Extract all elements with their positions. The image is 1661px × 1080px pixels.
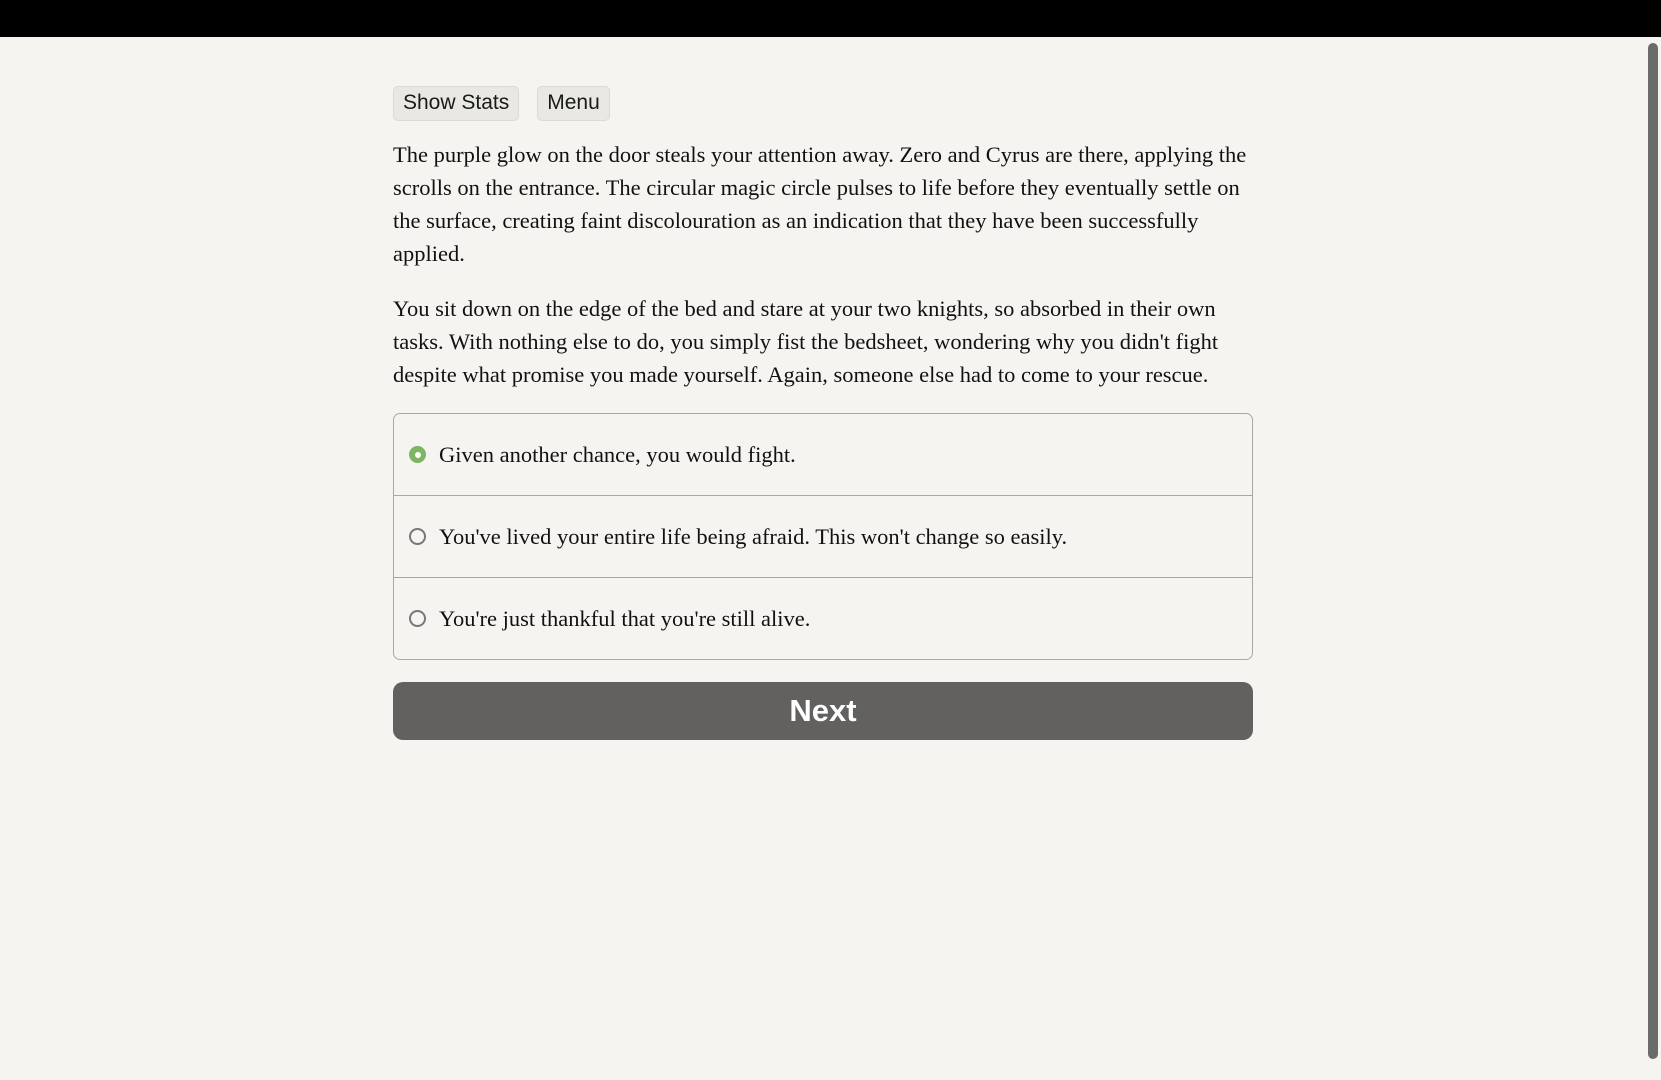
radio-unselected-icon[interactable]	[409, 610, 426, 627]
scrollbar[interactable]	[1645, 37, 1661, 1080]
radio-unselected-icon[interactable]	[409, 528, 426, 545]
choice-list	[393, 413, 1253, 660]
choice-option-1[interactable]	[394, 414, 1252, 495]
choice-option-2[interactable]	[394, 495, 1252, 577]
main-content	[393, 37, 1253, 740]
scrollbar-thumb[interactable]	[1648, 43, 1658, 1059]
next-button[interactable]: Next	[393, 682, 1253, 740]
choice-label: You've lived your entire life being afraid. This won't change so easily.	[439, 523, 1068, 549]
radio-selected-icon[interactable]	[409, 446, 426, 463]
choice-option-3[interactable]	[394, 577, 1252, 659]
story-text	[393, 138, 1253, 391]
toolbar	[393, 86, 1253, 121]
show-stats-button[interactable]: Show Stats	[393, 86, 519, 121]
story-paragraph: You sit down on the edge of the bed and stare at your two knights, so absorbed in their own tasks. With nothing else to do, you simply fist the bedsheet, wondering why you didn't fight despite what promise you made yourself. Again, someone else had to come to your rescue.	[393, 296, 1219, 387]
choice-label: Given another chance, you would fight.	[439, 441, 796, 467]
story-paragraph: The purple glow on the door steals your attention away. Zero and Cyrus are there, applying the scrolls on the entrance. The circular magic circle pulses to life before they eventually settle on the surface, creating faint discolouration as an indication that they have been successfully applied.	[393, 142, 1247, 266]
window-top-bar	[0, 0, 1661, 37]
menu-button[interactable]: Menu	[537, 86, 610, 121]
choice-label: You're just thankful that you're still alive.	[439, 605, 811, 631]
